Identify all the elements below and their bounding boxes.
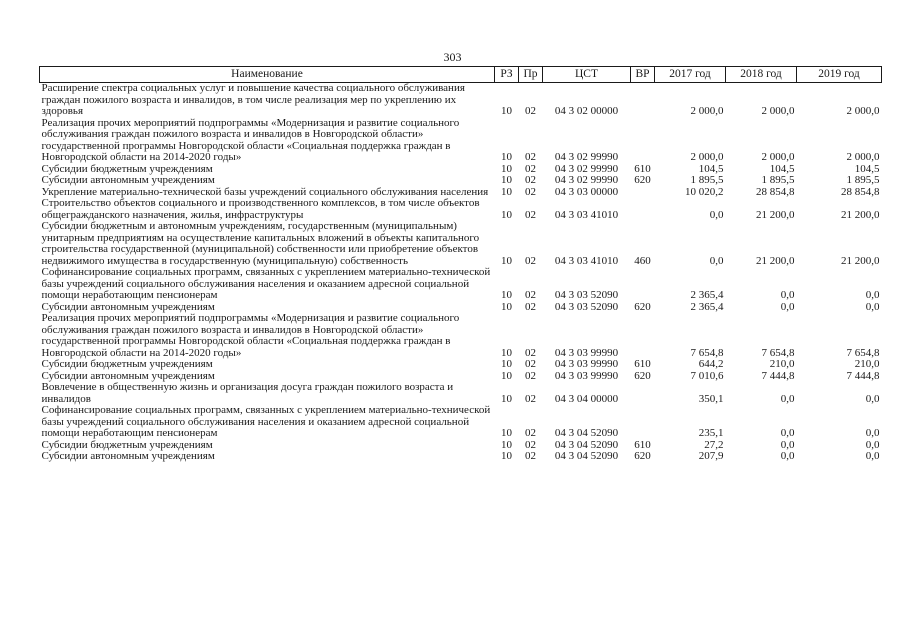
cell-2018: 0,0 <box>780 300 795 313</box>
table-row <box>40 118 882 164</box>
cell-2019: 104,5 <box>854 162 880 175</box>
cell-name: Субсидии автономным учреждениям <box>41 369 215 382</box>
cell-pr: 02 <box>525 438 536 451</box>
cell-2018: 2 000,0 <box>761 151 795 163</box>
cell-2017: 350,1 <box>698 392 724 405</box>
table-row <box>40 221 882 267</box>
cell-cst: 04 3 04 52090 <box>554 427 619 439</box>
budget-table <box>39 66 882 463</box>
cell-cst: 04 3 04 00000 <box>554 392 619 405</box>
cell-pr: 02 <box>525 151 536 163</box>
cell-cst: 04 3 04 52090 <box>554 438 619 451</box>
cell-pr: 02 <box>525 174 536 186</box>
cell-cst: 04 3 03 52090 <box>554 300 619 313</box>
column-header-2018: 2018 год <box>726 67 797 83</box>
cell-vr <box>631 382 655 405</box>
cell-name: Реализация прочих мероприятий подпрограммы «Модернизация и развитие социального обслуживания граждан пожилого возраста и инвалидов в Новгородской области» государственной программы Новгородской области «Социальная поддержка граждан в Новгородской области на 2014-2020 годы» <box>41 116 460 163</box>
cell-name: Софинансирование социальных программ, связанных с укреплением материально-технической базы учреждений социального обслуживания населения и оказанием адресной социальной помощи неработающим пенсионерам <box>41 404 491 439</box>
cell-2019: 210,0 <box>854 358 880 370</box>
cell-2019: 2 000,0 <box>846 105 880 117</box>
cell-vr: 620 <box>634 450 651 462</box>
cell-2019: 7 654,8 <box>846 346 880 359</box>
cell-name: Расширение спектра социальных услуг и повышение качества социального обслуживания граждан пожилого возраста и инвалидов, в том числе реализация мер по укреплению их здоровья <box>41 82 465 117</box>
cell-pr: 02 <box>525 358 536 370</box>
cell-2019: 0,0 <box>865 289 880 301</box>
cell-2018: 0,0 <box>780 438 795 451</box>
cell-cst: 04 3 03 99990 <box>554 358 619 370</box>
cell-rz: 10 <box>501 392 512 405</box>
cell-2018: 210,0 <box>769 358 795 370</box>
cell-pr: 02 <box>525 392 536 405</box>
cell-name: Строительство объектов социального и производственного комплексов, в том числе объектов общегражданского назначения, жилья, инфраструктуры <box>41 197 480 221</box>
cell-pr: 02 <box>525 300 536 313</box>
cell-2017: 104,5 <box>698 162 724 175</box>
cell-2019: 21 200,0 <box>841 208 880 221</box>
cell-rz: 10 <box>501 105 512 117</box>
cell-2019: 28 854,8 <box>841 185 880 198</box>
cell-2018: 1 895,5 <box>761 174 795 186</box>
cell-2019: 0,0 <box>865 450 880 462</box>
cell-2018: 28 854,8 <box>756 185 795 198</box>
cell-2017: 207,9 <box>698 450 724 462</box>
cell-2018: 7 444,8 <box>761 369 795 382</box>
column-header-rz: РЗ <box>495 67 519 83</box>
table-row <box>40 451 882 463</box>
cell-vr <box>631 83 655 118</box>
cell-2017: 644,2 <box>698 358 724 370</box>
page-number: 303 <box>443 50 462 64</box>
cell-2018: 0,0 <box>780 289 795 301</box>
cell-vr <box>631 118 655 164</box>
column-header-2017: 2017 год <box>655 67 726 83</box>
cell-2017: 0,0 <box>709 254 724 267</box>
cell-2017: 1 895,5 <box>690 174 724 186</box>
cell-pr: 02 <box>525 105 536 117</box>
column-header-name: Наименование <box>40 67 495 83</box>
cell-cst: 04 3 02 99990 <box>554 151 619 163</box>
cell-name: Субсидии бюджетным учреждениям <box>41 438 213 451</box>
cell-name: Софинансирование социальных программ, связанных с укреплением материально-технической базы учреждений социального обслуживания населения и оказанием адресной социальной помощи неработающим пенсионерам <box>41 266 491 301</box>
cell-cst: 04 3 03 41010 <box>554 254 619 267</box>
cell-2018: 7 654,8 <box>761 346 795 359</box>
cell-cst: 04 3 02 99990 <box>554 162 619 175</box>
cell-2018: 21 200,0 <box>756 254 795 267</box>
cell-pr: 02 <box>525 185 536 198</box>
cell-pr: 02 <box>525 162 536 175</box>
table-row <box>40 175 882 187</box>
cell-vr <box>631 198 655 221</box>
cell-2017: 2 000,0 <box>690 105 724 117</box>
cell-2018: 0,0 <box>780 427 795 439</box>
table-header-row <box>40 67 882 83</box>
cell-rz: 10 <box>501 208 512 221</box>
cell-2018: 104,5 <box>769 162 795 175</box>
column-header-vr: ВР <box>631 67 655 83</box>
column-header-2019: 2019 год <box>797 67 882 83</box>
cell-name: Реализация прочих мероприятий подпрограммы «Модернизация и развитие социального обслуживания граждан пожилого возраста и инвалидов в Новгородской области» государственной программы Новгородской области «Социальная поддержка граждан в Новгородской области на 2014-2020 годы» <box>41 312 460 359</box>
cell-2019: 21 200,0 <box>841 254 880 267</box>
cell-2018: 21 200,0 <box>756 208 795 221</box>
cell-vr <box>631 313 655 359</box>
cell-cst: 04 3 03 52090 <box>554 289 619 301</box>
cell-vr: 620 <box>634 300 651 313</box>
table-row <box>40 198 882 221</box>
cell-2017: 2 365,4 <box>690 289 724 301</box>
cell-2019: 1 895,5 <box>846 174 880 186</box>
cell-rz: 10 <box>501 254 512 267</box>
cell-vr: 620 <box>634 174 651 186</box>
cell-vr: 610 <box>634 438 651 451</box>
cell-rz: 10 <box>501 300 512 313</box>
cell-2017: 27,2 <box>704 438 724 451</box>
cell-pr: 02 <box>525 450 536 462</box>
cell-pr: 02 <box>525 427 536 439</box>
cell-name: Субсидии автономным учреждениям <box>41 300 215 313</box>
cell-pr: 02 <box>525 289 536 301</box>
cell-2019: 0,0 <box>865 300 880 313</box>
table-row <box>40 382 882 405</box>
cell-rz: 10 <box>501 174 512 186</box>
cell-vr: 610 <box>634 162 651 175</box>
table-row <box>40 267 882 302</box>
cell-2017: 2 000,0 <box>690 151 724 163</box>
cell-rz: 10 <box>501 289 512 301</box>
cell-cst: 04 3 03 00000 <box>554 185 619 198</box>
cell-pr: 02 <box>525 346 536 359</box>
cell-2017: 235,1 <box>698 427 724 439</box>
cell-2017: 7 654,8 <box>690 346 724 359</box>
cell-rz: 10 <box>501 450 512 462</box>
cell-name: Укрепление материально-технической базы учреждений социального обслуживания населения <box>41 185 489 198</box>
cell-2017: 10 020,2 <box>685 185 724 198</box>
cell-2018: 0,0 <box>780 450 795 462</box>
cell-vr <box>631 267 655 302</box>
cell-cst: 04 3 02 00000 <box>554 105 619 117</box>
cell-vr: 620 <box>634 369 651 382</box>
cell-rz: 10 <box>501 358 512 370</box>
cell-2017: 7 010,6 <box>690 369 724 382</box>
cell-cst: 04 3 04 52090 <box>554 450 619 462</box>
cell-rz: 10 <box>501 151 512 163</box>
column-header-cst: ЦСТ <box>543 67 631 83</box>
cell-name: Вовлечение в общественную жизнь и организация досуга граждан пожилого возраста и инвалидов <box>41 381 454 405</box>
cell-rz: 10 <box>501 185 512 198</box>
cell-2018: 0,0 <box>780 392 795 405</box>
cell-rz: 10 <box>501 438 512 451</box>
cell-rz: 10 <box>501 427 512 439</box>
table-row <box>40 405 882 440</box>
cell-cst: 04 3 02 99990 <box>554 174 619 186</box>
table-body <box>40 83 882 463</box>
cell-2017: 2 365,4 <box>690 300 724 313</box>
cell-2018: 2 000,0 <box>761 105 795 117</box>
column-header-pr: Пр <box>519 67 543 83</box>
cell-vr <box>631 405 655 440</box>
cell-cst: 04 3 03 99990 <box>554 369 619 382</box>
cell-name: Субсидии бюджетным учреждениям <box>41 358 213 370</box>
cell-rz: 10 <box>501 162 512 175</box>
table-row <box>40 359 882 371</box>
cell-2017: 0,0 <box>709 208 724 221</box>
cell-2019: 0,0 <box>865 392 880 405</box>
cell-vr <box>631 187 655 199</box>
cell-cst: 04 3 03 99990 <box>554 346 619 359</box>
table-row <box>40 83 882 118</box>
cell-rz: 10 <box>501 369 512 382</box>
cell-vr: 610 <box>634 358 651 370</box>
cell-2019: 7 444,8 <box>846 369 880 382</box>
cell-pr: 02 <box>525 208 536 221</box>
cell-name: Субсидии автономным учреждениям <box>41 450 215 462</box>
cell-2019: 0,0 <box>865 438 880 451</box>
cell-vr: 460 <box>634 254 651 267</box>
cell-rz: 10 <box>501 346 512 359</box>
cell-2019: 2 000,0 <box>846 151 880 163</box>
cell-pr: 02 <box>525 254 536 267</box>
table-row <box>40 313 882 359</box>
cell-pr: 02 <box>525 369 536 382</box>
cell-name: Субсидии бюджетным учреждениям <box>41 162 213 175</box>
cell-name: Субсидии бюджетным и автономным учреждениям, государственным (муниципальным) унитарным предприятиям на осуществление капитальных вложений в объекты капитального строительства государственной (муниципальной) собственности или приобретение объектов недвижимого имущества в государственную (муниципальную) собственность <box>41 220 480 267</box>
cell-2019: 0,0 <box>865 427 880 439</box>
cell-cst: 04 3 03 41010 <box>554 208 619 221</box>
cell-name: Субсидии автономным учреждениям <box>41 174 215 186</box>
